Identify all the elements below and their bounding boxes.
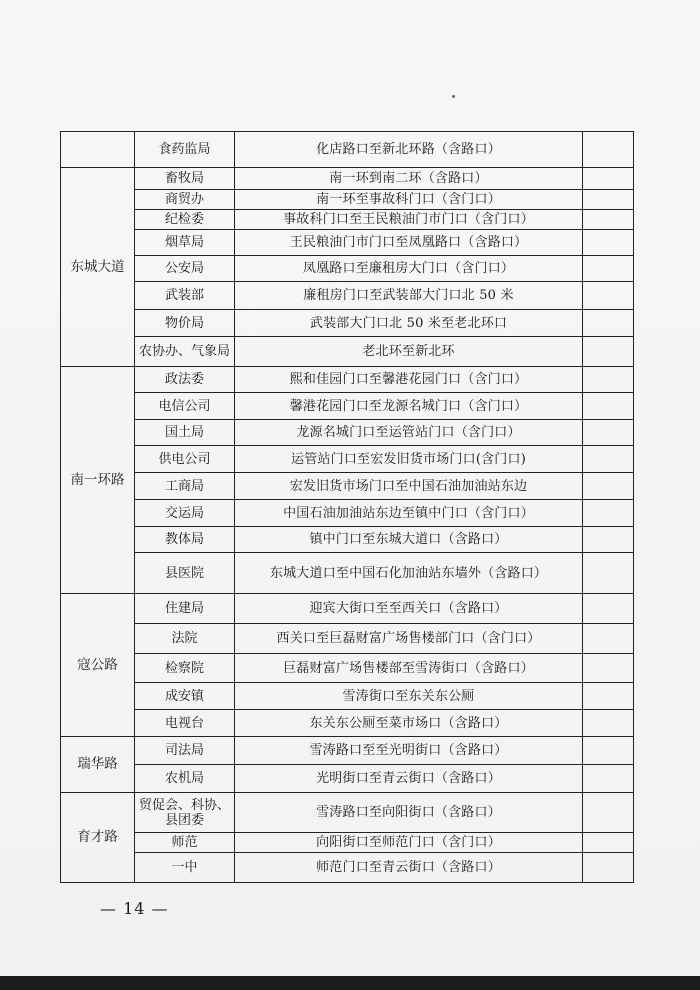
table-row (61, 737, 634, 765)
route-cell: 王民粮油门市门口至凤凰路口（含路口） (235, 230, 583, 256)
unit-cell: 食药监局 (135, 132, 235, 168)
remark-cell (583, 683, 634, 710)
table-row (61, 594, 634, 624)
table-row (61, 833, 634, 853)
route-cell: 凤凰路口至廉租房大门口（含门口） (235, 256, 583, 282)
route-cell: 熙和佳园门口至馨港花园门口（含门口） (235, 367, 583, 393)
table-row (61, 793, 634, 833)
route-cell: 巨磊财富广场售楼部至雪涛街口（含路口） (235, 654, 583, 683)
remark-cell (583, 594, 634, 624)
route-cell: 南一环到南二环（含路口） (235, 168, 583, 190)
unit-cell: 教体局 (135, 527, 235, 553)
remark-cell (583, 337, 634, 367)
route-cell: 镇中门口至东城大道口（含路口） (235, 527, 583, 553)
unit-cell: 贸促会、科协、县团委 (135, 793, 235, 833)
table-row (61, 853, 634, 883)
table-row (61, 500, 634, 527)
unit-cell: 检察院 (135, 654, 235, 683)
remark-cell (583, 654, 634, 683)
unit-cell: 工商局 (135, 473, 235, 500)
table-row (61, 256, 634, 282)
route-cell: 东城大道口至中国石化加油站东墙外（含路口） (235, 553, 583, 594)
route-cell: 运管站门口至宏发旧货市场门口(含门口) (235, 446, 583, 473)
table-row (61, 282, 634, 310)
remark-cell (583, 367, 634, 393)
unit-cell: 成安镇 (135, 683, 235, 710)
table-row (61, 190, 634, 210)
road-cell: 寇公路 (61, 594, 135, 737)
remark-cell (583, 132, 634, 168)
table-row (61, 624, 634, 654)
table-row (61, 527, 634, 553)
route-cell: 老北环至新北环 (235, 337, 583, 367)
unit-cell: 商贸办 (135, 190, 235, 210)
unit-cell: 国土局 (135, 420, 235, 446)
road-cell: 东城大道 (61, 168, 135, 367)
route-cell: 南一环至事故科门口（含门口） (235, 190, 583, 210)
remark-cell (583, 168, 634, 190)
table-row (61, 420, 634, 446)
route-cell: 东关东公厕至菜市场口（含路口） (235, 710, 583, 737)
unit-cell: 住建局 (135, 594, 235, 624)
remark-cell (583, 710, 634, 737)
road-cell: 育才路 (61, 793, 135, 883)
unit-cell: 农协办、气象局 (135, 337, 235, 367)
table-row (61, 337, 634, 367)
remark-cell (583, 256, 634, 282)
unit-cell: 电信公司 (135, 393, 235, 420)
road-cell (61, 132, 135, 168)
remark-cell (583, 527, 634, 553)
remark-cell (583, 624, 634, 654)
table-row (61, 473, 634, 500)
table-row (61, 367, 634, 393)
route-cell: 武装部大门口北 50 米至老北环口 (235, 310, 583, 337)
route-cell: 雪涛路口至至光明街口（含路口） (235, 737, 583, 765)
unit-cell: 农机局 (135, 765, 235, 793)
remark-cell (583, 833, 634, 853)
route-cell: 龙源名城门口至运管站门口（含门口） (235, 420, 583, 446)
table-row (61, 132, 634, 168)
route-cell: 师范门口至青云街口（含路口） (235, 853, 583, 883)
unit-cell: 法院 (135, 624, 235, 654)
road-cell: 南一环路 (61, 367, 135, 594)
route-cell: 事故科门口至王民粮油门市门口（含门口） (235, 210, 583, 230)
route-cell: 雪涛路口至向阳街口（含路口） (235, 793, 583, 833)
remark-cell (583, 210, 634, 230)
remark-cell (583, 473, 634, 500)
remark-cell (583, 737, 634, 765)
unit-cell: 交运局 (135, 500, 235, 527)
unit-cell: 物价局 (135, 310, 235, 337)
table-row (61, 168, 634, 190)
route-cell: 廉租房门口至武装部大门口北 50 米 (235, 282, 583, 310)
remark-cell (583, 853, 634, 883)
route-cell: 雪涛街口至东关东公厕 (235, 683, 583, 710)
remark-cell (583, 500, 634, 527)
scan-speck (452, 95, 455, 98)
route-cell: 化店路口至新北环路（含路口） (235, 132, 583, 168)
unit-cell: 政法委 (135, 367, 235, 393)
table-row (61, 210, 634, 230)
remark-cell (583, 765, 634, 793)
table-row (61, 654, 634, 683)
route-cell: 迎宾大街口至至西关口（含路口） (235, 594, 583, 624)
unit-cell: 县医院 (135, 553, 235, 594)
remark-cell (583, 190, 634, 210)
table-row (61, 765, 634, 793)
table-row (61, 683, 634, 710)
unit-cell: 畜牧局 (135, 168, 235, 190)
remark-cell (583, 230, 634, 256)
table-row (61, 393, 634, 420)
table-row (61, 310, 634, 337)
table-row (61, 710, 634, 737)
unit-cell: 司法局 (135, 737, 235, 765)
table-row (61, 553, 634, 594)
remark-cell (583, 793, 634, 833)
route-cell: 中国石油加油站东边至镇中门口（含门口） (235, 500, 583, 527)
route-cell: 光明街口至青云街口（含路口） (235, 765, 583, 793)
page-number: — 14 — (100, 899, 169, 918)
route-cell: 西关口至巨磊财富广场售楼部门口（含门口） (235, 624, 583, 654)
unit-cell: 电视台 (135, 710, 235, 737)
table-row (61, 230, 634, 256)
assignment-table (60, 131, 634, 883)
remark-cell (583, 393, 634, 420)
table-row (61, 446, 634, 473)
route-cell: 馨港花园门口至龙源名城门口（含门口） (235, 393, 583, 420)
remark-cell (583, 420, 634, 446)
remark-cell (583, 446, 634, 473)
unit-cell: 武装部 (135, 282, 235, 310)
scan-bottom-edge (0, 976, 700, 990)
route-cell: 宏发旧货市场门口至中国石油加油站东边 (235, 473, 583, 500)
remark-cell (583, 553, 634, 594)
remark-cell (583, 310, 634, 337)
unit-cell: 师范 (135, 833, 235, 853)
unit-cell: 公安局 (135, 256, 235, 282)
unit-cell: 纪检委 (135, 210, 235, 230)
unit-cell: 供电公司 (135, 446, 235, 473)
road-cell: 瑞华路 (61, 737, 135, 793)
unit-cell: 一中 (135, 853, 235, 883)
unit-cell: 烟草局 (135, 230, 235, 256)
remark-cell (583, 282, 634, 310)
route-cell: 向阳街口至师范门口（含门口） (235, 833, 583, 853)
